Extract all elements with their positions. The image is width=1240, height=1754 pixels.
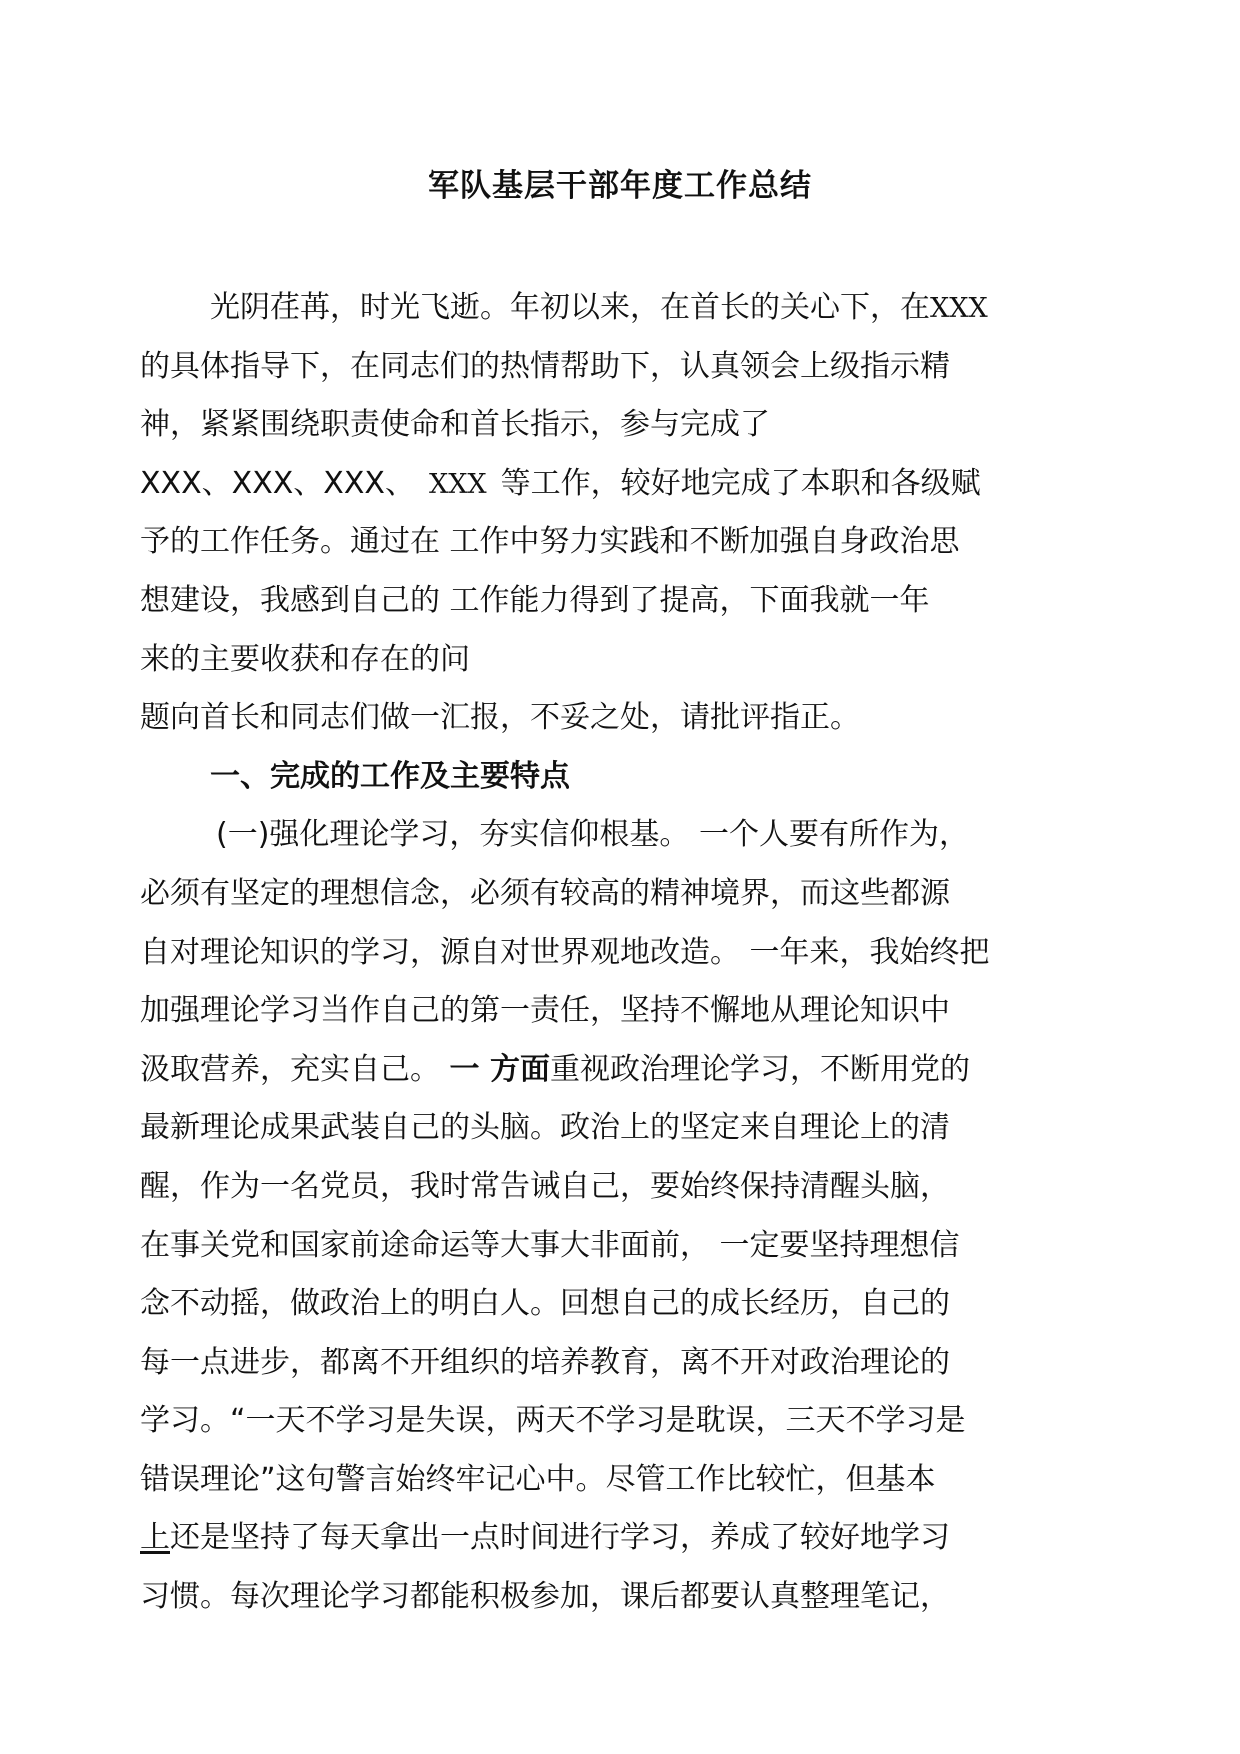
document-title: 军队基层干部年度工作总结 xyxy=(428,168,812,204)
paragraph-line: 学习。“一天不学习是失误，两天不学习是耽误，三天不学习是 xyxy=(140,1403,966,1439)
paragraph-line: 错误理论”这句警言始终牢记心中。尽管工作比较忙，但基本 xyxy=(140,1461,936,1497)
paragraph-line: 每一点进步，都离不开组织的培养教育，离不开对政治理论的 xyxy=(140,1344,950,1380)
document-body xyxy=(140,279,1070,1627)
paragraph-line xyxy=(140,279,1070,338)
text-run: 等工作，较好地完成了本职和各级赋 xyxy=(500,465,981,501)
paragraph-line: 最新理论成果武装自己的头脑。政治上的坚定来自理论上的清 xyxy=(140,1110,950,1146)
paragraph-line: 予的工作任务。通过在 工作中努力实践和不断加强自身政治思 xyxy=(140,524,960,560)
underlined-text: 上 xyxy=(140,1520,170,1556)
text-run: 重视政治理论学习，不断用党的 xyxy=(550,1051,970,1087)
paragraph-line: 题向首长和同志们做一汇报，不妥之处，请批评指正。 xyxy=(140,700,860,736)
text-run: XXX、XXX、XXX、 xyxy=(140,465,415,501)
paragraph-line: 神，紧紧围绕职责使命和首长指示，参与完成了 xyxy=(140,407,770,443)
emphasis-text: 一 方面 xyxy=(449,1051,550,1087)
paragraph-line: 想建设，我感到自己的 工作能力得到了提高，下面我就一年 xyxy=(140,582,930,618)
paragraph-line xyxy=(140,1509,1070,1568)
text-run: 光阴荏苒，时光飞逝。年初以来，在首长的关心下，在 xyxy=(210,290,930,325)
paragraph-line: 习惯。每次理论学习都能积极参加，课后都要认真整理笔记， xyxy=(140,1579,950,1615)
text-run: 汲取营养，充实自己。 xyxy=(140,1051,450,1087)
paragraph-line xyxy=(140,1041,1070,1100)
paragraph-line: 念不动摇，做政治上的明白人。回想自己的成长经历，自己的 xyxy=(140,1286,950,1322)
subsection-heading-line: (一)强化理论学习，夯实信仰根基。 一个人要有所作为， xyxy=(216,817,969,853)
paragraph-line: 必须有坚定的理想信念，必须有较高的精神境界，而这些都源 xyxy=(140,875,950,911)
paragraph-line: 醒，作为一名党员，我时常告诫自己，要始终保持清醒头脑， xyxy=(140,1168,950,1204)
paragraph-line: 的具体指导下，在同志们的热情帮助下，认真领会上级指示精 xyxy=(140,348,950,384)
paragraph-line: 加强理论学习当作自己的第一责任，坚持不懈地从理论知识中 xyxy=(140,993,950,1029)
paragraph-line: 在事关党和国家前途命运等大事大非面前， 一定要坚持理想信 xyxy=(140,1227,960,1263)
section-heading: 一、完成的工作及主要特点 xyxy=(210,758,570,794)
placeholder-xxx: XXX xyxy=(930,293,988,324)
placeholder-xxx: XXX xyxy=(428,468,487,500)
paragraph-line xyxy=(140,455,1070,514)
paragraph-line: 自对理论知识的学习，源自对世界观地改造。 一年来，我始终把 xyxy=(140,934,990,970)
paragraph-line: 来的主要收获和存在的问 xyxy=(140,641,470,677)
text-run: 还是坚持了每天拿出一点时间进行学习，养成了较好地学习 xyxy=(170,1520,950,1556)
